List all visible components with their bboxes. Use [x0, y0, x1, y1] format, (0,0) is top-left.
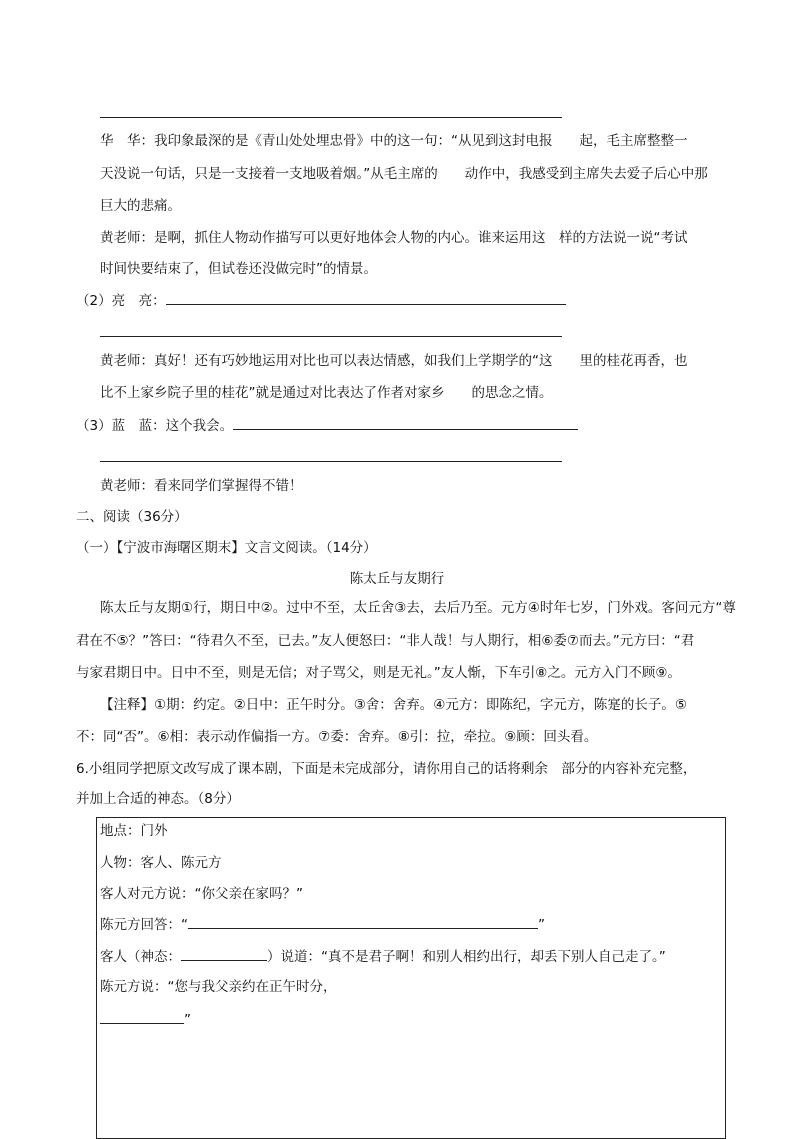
answer-liangliang — [76, 290, 566, 311]
script-guest-reply — [100, 946, 666, 967]
passage-title: 陈太丘与友期行 — [349, 571, 445, 587]
answer-blank[interactable] — [233, 415, 578, 430]
script-yuanfang-label: 陈元方回答：“ — [100, 917, 188, 933]
answer-line — [100, 461, 562, 462]
notes-line2: 不：同“否”。⑥相：表示动作偏指一方。⑦委：舍弃。⑧引：拉，牵拉。⑨顾：回头看。 — [76, 729, 598, 745]
passage-line3: 与家君期日中。日中不至，则是无信；对子骂父，则是无礼。”友人惭，下车引⑧之。元方入门不顾⑨。 — [76, 665, 681, 681]
answer-blank[interactable] — [100, 1009, 184, 1024]
script-yuanfang-reply — [100, 914, 545, 935]
dialogue-teacher-line1: 黄老师：是啊，抓住人物动作描写可以更好地体会人物的内心。谁来运用这 样的方法说一说“考试 — [100, 230, 688, 246]
answer-line — [100, 336, 562, 337]
script-guest-label: 客人（神态： — [100, 949, 181, 965]
script-yuanfang-say: 陈元方说：“您与我父亲约在正午时分， — [100, 979, 337, 995]
dialogue-teacher-line3: 黄老师：真好！还有巧妙地运用对比也可以表达情感，如我们上学期学的“这 里的桂花再香，也 — [100, 353, 688, 369]
passage-line2: 君在不⑤？”答曰：“待君久不至，已去。”友人便怒曰：“非人哉！与人期行，相⑥委⑦而去。”元方曰：“君 — [76, 633, 695, 649]
script-guest-text: ）说道：“真不是君子啊！和别人相约出行，却丢下别人自己走了。” — [267, 949, 666, 965]
answer-blank[interactable] — [188, 914, 538, 929]
script-guest-question: 客人对元方说：“你父亲在家吗？” — [100, 886, 303, 902]
script-people: 人物：客人、陈元方 — [100, 855, 222, 871]
question-6-line2: 并加上合适的神态。（8分） — [76, 791, 240, 807]
script-final-line — [100, 1009, 191, 1030]
passage-line1: 陈太丘与友期①行，期日中②。过中不至，太丘舍③去，去后乃至。元方④时年七岁，门外戏。客问元方“尊 — [100, 600, 736, 616]
answer-lanlan — [76, 415, 578, 436]
answer-lanlan-label: （3）蓝 蓝：这个我会。 — [76, 418, 234, 434]
dialogue-huahua-line3: 巨大的悲痛。 — [100, 198, 181, 214]
question-6-line1: 6.小组同学把原文改写成了课本剧，下面是未完成部分，请你用自己的话将剩余 部分的内容补充完整， — [76, 761, 697, 777]
notes-line1: 【注释】①期：约定。②日中：正午时分。③舍：舍弃。④元方：即陈纪，字元方，陈寔的长子。⑤ — [100, 697, 688, 713]
section-heading: 二、阅读（36分） — [76, 509, 188, 525]
dialogue-teacher-line2: 时间快要结束了，但试卷还没做完时”的情景。 — [100, 261, 377, 277]
subsection-heading: （一）【宁波市海曙区期末】文言文阅读。（14分） — [76, 540, 377, 556]
answer-liangliang-label: （2）亮 亮： — [76, 293, 166, 309]
expression-blank[interactable] — [181, 946, 267, 961]
close-quote: ” — [538, 917, 545, 933]
end-quote: ” — [184, 1012, 191, 1028]
answer-blank[interactable] — [166, 290, 566, 305]
answer-line — [100, 117, 562, 118]
dialogue-huahua-line2: 天没说一句话，只是一支接着一支地吸着烟。”从毛主席的 动作中，我感受到主席失去爱子后心中那 — [100, 166, 708, 182]
dialogue-teacher-line5: 黄老师：看来同学们掌握得不错！ — [100, 478, 303, 494]
dialogue-huahua-line1: 华 华：我印象最深的是《青山处处埋忠骨》中的这一句：“从见到这封电报 起，毛主席整整一 — [100, 133, 688, 149]
script-place: 地点：门外 — [100, 823, 168, 839]
dialogue-teacher-line4: 比不上家乡院子里的桂花”就是通过对比表达了作者对家乡 的思念之情。 — [100, 385, 553, 401]
